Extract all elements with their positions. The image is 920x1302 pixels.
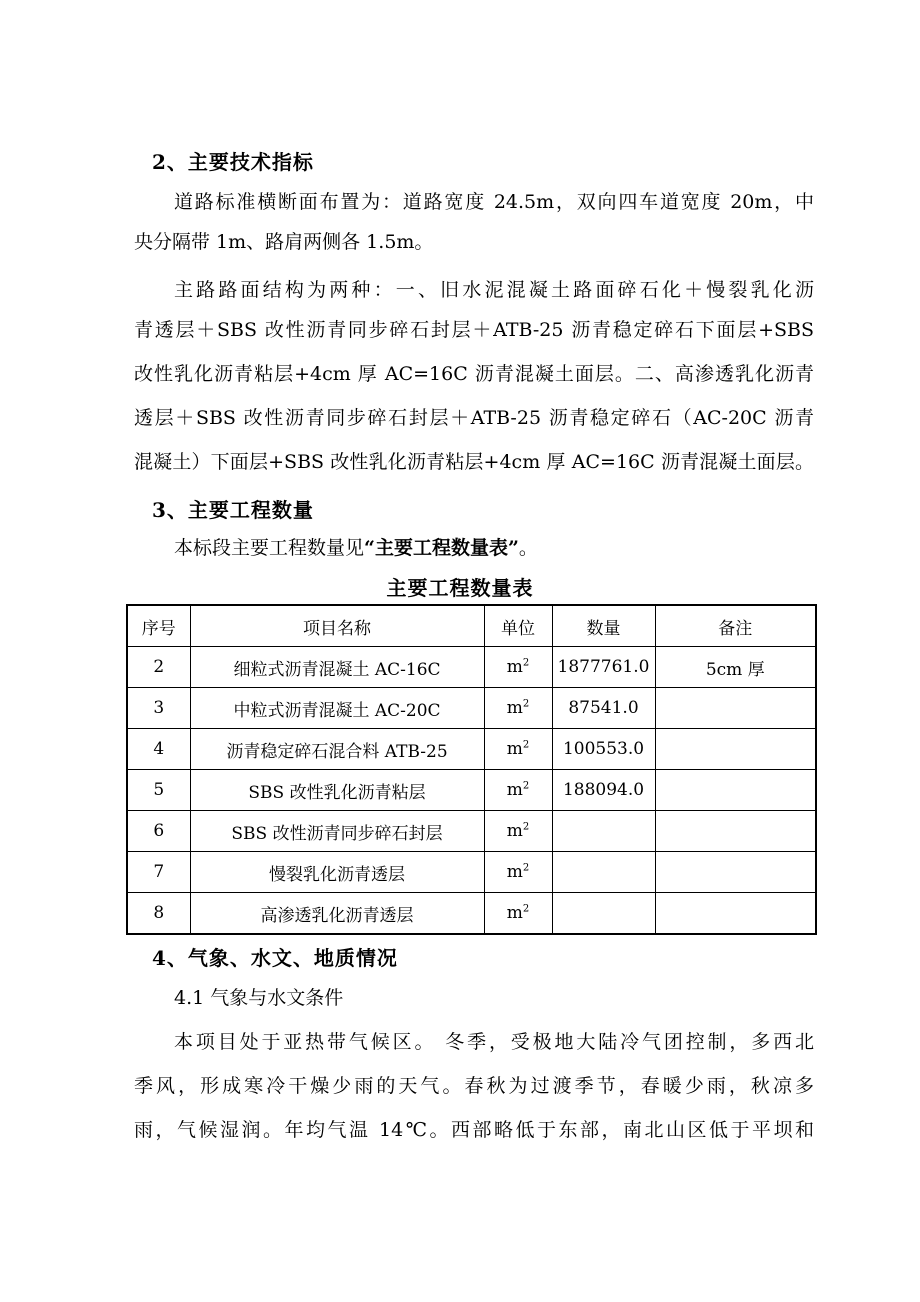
cell-unit: $m^2$ xyxy=(484,811,552,852)
cell-unit: $m^2$ xyxy=(484,688,552,729)
cell-name: 高渗透乳化沥青透层 xyxy=(190,893,484,935)
cell-name: 中粒式沥青混凝土 AC-20C xyxy=(190,688,484,729)
cell-qty xyxy=(552,852,655,893)
cell-name: 沥青稳定碎石混合料 ATB-25 xyxy=(190,729,484,770)
cell-name: SBS 改性乳化沥青粘层 xyxy=(190,770,484,811)
header-no: 序号 xyxy=(127,605,190,647)
header-note: 备注 xyxy=(655,605,816,647)
cell-name: SBS 改性沥青同步碎石封层 xyxy=(190,811,484,852)
table-caption: 主要工程数量表 xyxy=(386,576,534,600)
section-3-intro-suffix: 。 xyxy=(518,537,538,559)
cell-unit: $m^2$ xyxy=(484,852,552,893)
cell-note: 5cm 厚 xyxy=(655,647,816,688)
cell-note xyxy=(655,688,816,729)
table-header-row xyxy=(127,605,816,647)
cell-qty xyxy=(552,893,655,935)
section-4-para-line-1: 本项目处于亚热带气候区。 冬季，受极地大陆冷气团控制，多西北 xyxy=(174,1031,814,1053)
table-row xyxy=(127,893,816,935)
table-row xyxy=(127,647,816,688)
section-3-heading: 3、主要工程数量 xyxy=(152,498,314,522)
cell-qty xyxy=(552,811,655,852)
section-2-para-2-line-5: 混凝土）下面层+SBS 改性乳化沥青粘层+4cm 厚 AC=16C 沥青混凝土面层。 xyxy=(134,451,814,473)
table-row xyxy=(127,729,816,770)
cell-qty: 100553.0 xyxy=(552,729,655,770)
cell-unit: $m^2$ xyxy=(484,770,552,811)
section-2-para-1-line-2: 央分隔带 1m、路肩两侧各 1.5m。 xyxy=(134,231,434,253)
cell-no: 4 xyxy=(127,729,190,770)
cell-unit: $m^2$ xyxy=(484,729,552,770)
cell-unit: $m^2$ xyxy=(484,893,552,935)
cell-no: 5 xyxy=(127,770,190,811)
cell-name: 慢裂乳化沥青透层 xyxy=(190,852,484,893)
cell-no: 7 xyxy=(127,852,190,893)
cell-name: 细粒式沥青混凝土 AC-16C xyxy=(190,647,484,688)
section-2-para-2-line-4: 透层＋SBS 改性沥青同步碎石封层＋ATB-25 沥青稳定碎石（AC-20C 沥青 xyxy=(134,407,814,429)
section-2-para-2-line-3: 改性乳化沥青粘层+4cm 厚 AC=16C 沥青混凝土面层。二、高渗透乳化沥青 xyxy=(134,363,814,385)
header-qty: 数量 xyxy=(552,605,655,647)
header-unit: 单位 xyxy=(484,605,552,647)
cell-no: 8 xyxy=(127,893,190,935)
quantity-table xyxy=(126,604,817,935)
cell-unit: $m^2$ xyxy=(484,647,552,688)
section-3-intro-prefix: 本标段主要工程数量见 xyxy=(174,537,365,559)
cell-note xyxy=(655,852,816,893)
section-3-intro xyxy=(134,528,814,568)
cell-no: 2 xyxy=(127,647,190,688)
section-2-para-2-line-1: 主路路面结构为两种：一、旧水泥混凝土路面碎石化＋慢裂乳化沥 xyxy=(174,279,814,301)
section-4-subheading: 4.1 气象与水文条件 xyxy=(174,987,344,1009)
cell-note xyxy=(655,729,816,770)
cell-note xyxy=(655,770,816,811)
cell-qty: 188094.0 xyxy=(552,770,655,811)
section-4-heading: 4、气象、水文、地质情况 xyxy=(152,946,398,970)
table-row xyxy=(127,852,816,893)
section-2-para-1-line-1: 道路标准横断面布置为：道路宽度 24.5m，双向四车道宽度 20m，中 xyxy=(174,191,814,213)
cell-no: 6 xyxy=(127,811,190,852)
table-row xyxy=(127,770,816,811)
section-4-para-line-3: 雨，气候湿润。年均气温 14℃。西部略低于东部，南北山区低于平坝和 xyxy=(134,1119,814,1141)
section-2-para-2-line-2: 青透层＋SBS 改性沥青同步碎石封层＋ATB-25 沥青稳定碎石下面层+SBS xyxy=(134,319,814,341)
header-name: 项目名称 xyxy=(190,605,484,647)
cell-no: 3 xyxy=(127,688,190,729)
section-3-intro-ref: “主要工程数量表” xyxy=(364,537,519,559)
cell-qty: 87541.0 xyxy=(552,688,655,729)
table-row xyxy=(127,811,816,852)
section-2-heading: 2、主要技术指标 xyxy=(152,150,314,174)
section-4-para-line-2: 季风，形成寒冷干燥少雨的天气。春秋为过渡季节，春暖少雨，秋凉多 xyxy=(134,1075,814,1097)
cell-note xyxy=(655,811,816,852)
table-row xyxy=(127,688,816,729)
cell-note xyxy=(655,893,816,935)
cell-qty: 1877761.0 xyxy=(552,647,655,688)
